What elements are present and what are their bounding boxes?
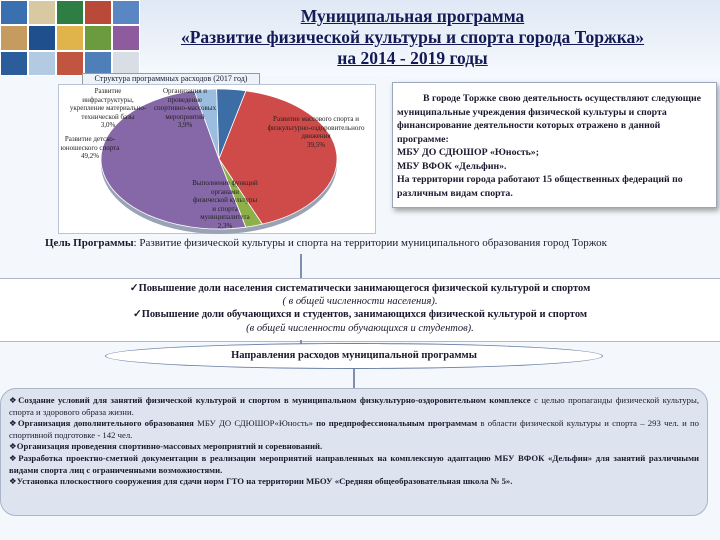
direction-2-bold: Организация дополнительного образования xyxy=(17,418,194,429)
label-functions xyxy=(185,179,265,230)
direction-item-2 xyxy=(9,418,699,441)
program-tasks xyxy=(0,278,720,342)
title-line-2: «Развитие физической культуры и спорта города Торжка» xyxy=(180,27,645,47)
label-functions-l2: органами xyxy=(210,187,239,196)
title-line-3: на 2014 - 2019 годы xyxy=(337,48,488,68)
expense-pie-chart xyxy=(58,84,376,234)
program-goal xyxy=(45,236,685,250)
direction-3-bold: Организация проведения спортивно-массовых мероприятий и соревнований. xyxy=(16,441,323,452)
info-org-1: МБУ ДО СДЮШОР «Юность»; xyxy=(397,147,539,158)
institutions-info-box xyxy=(392,82,717,208)
direction-2-bold2: по предпрофессиональным программам xyxy=(316,418,478,429)
label-functions-l3: физической культуры xyxy=(192,196,258,204)
label-infra xyxy=(61,87,155,130)
label-infra-l2: инфраструктуры, xyxy=(82,95,134,104)
goal-label: Цель Программы xyxy=(45,237,134,249)
label-mass-l3: движения xyxy=(301,132,331,140)
task-1 xyxy=(0,282,720,295)
label-mass-l4: 39,5% xyxy=(306,140,326,149)
label-events-l2: проведение xyxy=(167,95,203,104)
connector-goal-tasks xyxy=(300,254,302,278)
direction-item-1 xyxy=(9,395,699,418)
label-youth-l1: Развитие детско- xyxy=(64,135,116,143)
connector-directions-box xyxy=(353,369,355,388)
label-infra-l4: технической базы xyxy=(81,112,135,121)
diamond-bullet-icon: ❖ xyxy=(9,441,17,452)
diamond-bullet-icon: ❖ xyxy=(9,476,17,487)
label-events xyxy=(145,87,225,130)
label-youth-l2: юношеского спорта xyxy=(60,143,120,152)
direction-2-rest2: в области физической культуры и спорта – 293 чел. и по спортивной подготовке - 142 чел. xyxy=(9,418,699,440)
label-events-l5: 3,9% xyxy=(177,121,193,129)
label-mass-l1: Развитие массового спорта и xyxy=(273,115,359,123)
label-functions-l4: и спорта xyxy=(212,204,238,213)
task-1-sub: ( в общей численности населения). xyxy=(282,296,438,307)
label-youth-l3: 49,2% xyxy=(80,152,100,160)
expense-directions-list xyxy=(0,388,708,516)
sports-photo-collage xyxy=(0,0,140,76)
label-infra-l5: 3,0% xyxy=(100,121,116,129)
label-infra-l3: укрепление материально- xyxy=(69,104,147,112)
check-icon: ✓ xyxy=(129,283,139,294)
task-2 xyxy=(0,308,720,321)
direction-2-rest: МБУ ДО СДЮШОР«Юность» xyxy=(193,418,317,429)
label-events-l4: мероприятий xyxy=(165,112,205,121)
label-functions-l5: муниципалитета xyxy=(200,213,250,221)
label-mass xyxy=(257,115,375,149)
direction-1-bold: Создание условий для занятий физической культурой и спортом в муниципальном физкультурно-оздоровительном комплексе xyxy=(18,395,531,405)
diamond-bullet-icon: ❖ xyxy=(9,395,19,405)
chart-title: Структура программных расходов (2017 год) xyxy=(82,73,260,85)
page-title xyxy=(150,6,675,69)
diamond-bullet-icon: ❖ xyxy=(9,418,18,429)
label-youth xyxy=(57,135,123,161)
info-intro: В городе Торжке свою деятельность осуществляют следующие муниципальные учреждения физической культуры и спорта финансирование деятельности которых отражено в данной программе: xyxy=(397,93,701,145)
label-events-l3: спортивно-массовых xyxy=(153,104,217,112)
task-1-main: Повышение доли населения систематически занимающегося физической культурой и спортом xyxy=(138,283,591,294)
label-functions-l6: 2,3% xyxy=(217,221,233,230)
direction-5-bold: Установка плоскостного сооружения для сдачи норм ГТО на территории МБОУ «Средняя общеобразовательная школа № 5». xyxy=(16,476,513,487)
info-org-2: МБУ ВФОК «Дельфин». xyxy=(397,160,507,172)
direction-item-5 xyxy=(9,476,699,488)
direction-item-3 xyxy=(9,441,699,453)
label-events-l1: Организация и xyxy=(162,87,208,95)
direction-1-rest: с целью пропаганды физической культуры, спорта и здорового образа жизни. xyxy=(9,395,699,417)
directions-title: Направления расходов муниципальной программы xyxy=(105,343,603,369)
label-infra-l1: Развитие xyxy=(94,87,122,95)
task-2-main: Повышение доли обучающихся и студентов, занимающихся физической культурой и спортом xyxy=(141,309,588,320)
goal-text: : Развитие физической культуры и спорта на территории муниципального образования город Торжок xyxy=(133,237,607,249)
diamond-bullet-icon: ❖ xyxy=(9,452,19,463)
header-banner xyxy=(0,0,720,76)
label-functions-l1: Выполнение функций xyxy=(192,179,258,187)
direction-4-bold: Разработка проектно-сметной документации в реализации мероприятий направленных на комплексную адаптацию МБУ ВФОК «Дельфин» для занятий различными видами спорта лиц с ограниченными возможностями. xyxy=(9,452,699,475)
info-federations: На территории города работают 15 общественных федераций по различным видам спорта. xyxy=(397,174,683,199)
check-icon: ✓ xyxy=(132,309,142,320)
label-mass-l2: физкультурно-оздоровительного xyxy=(267,123,365,132)
task-2-sub: (в общей численности обучающихся и студентов). xyxy=(246,323,474,334)
title-line-1: Муниципальная программа xyxy=(300,6,525,26)
direction-item-4 xyxy=(9,453,699,476)
